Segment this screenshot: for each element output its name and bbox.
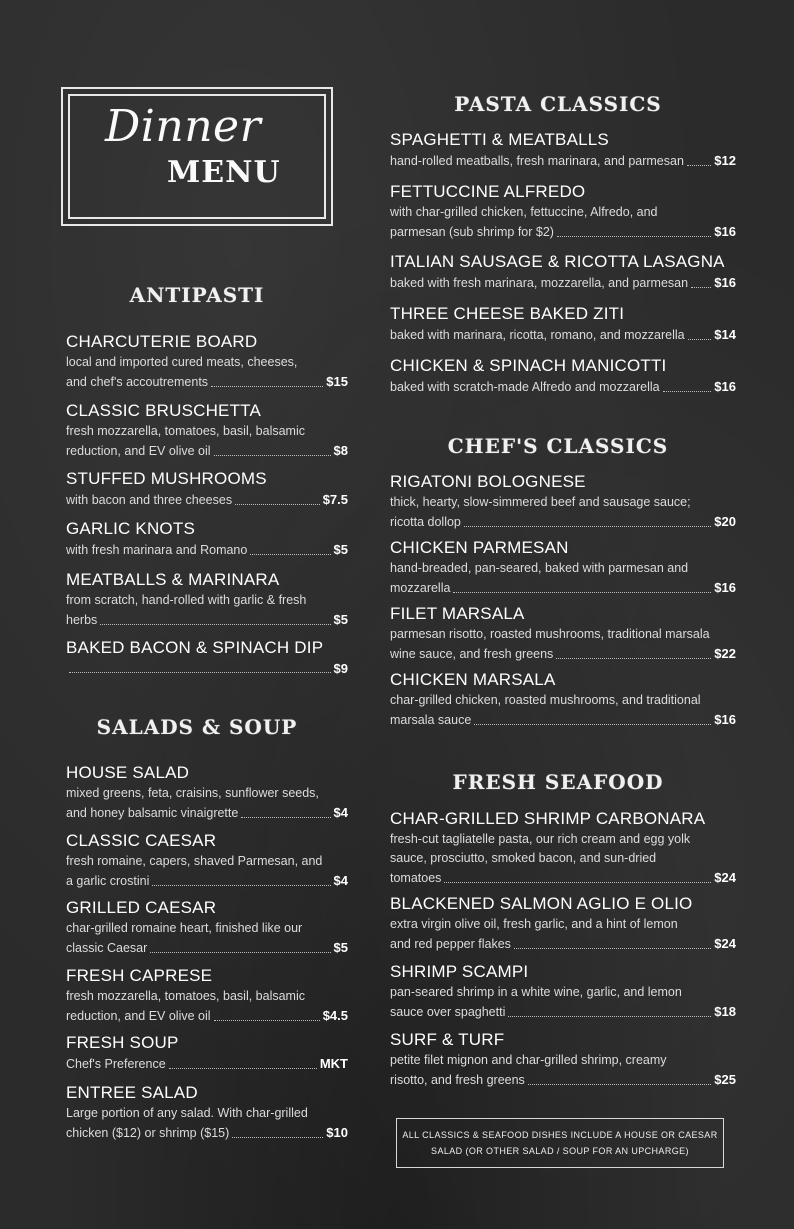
menu-item-price-line: [390, 222, 736, 242]
menu-item-description: [390, 559, 736, 598]
menu-item-description: [390, 915, 736, 954]
dot-leader: [211, 385, 323, 387]
menu-item: [390, 472, 736, 532]
menu-item-description-line: herbs: [66, 613, 98, 627]
section-title-antipasti: ANTIPASTI: [129, 283, 265, 307]
menu-item-description: [66, 1104, 348, 1143]
menu-item-description-line: petite filet mignon and char-grilled shrimp, creamy: [390, 1053, 667, 1067]
menu-item-price-line: [390, 512, 736, 532]
menu-item: [66, 1083, 348, 1143]
menu-item-price: MKT: [319, 1056, 348, 1071]
menu-item: [390, 962, 736, 1022]
dot-leader: [474, 723, 711, 725]
menu-item: [66, 401, 348, 461]
dot-leader: [508, 1015, 711, 1017]
dot-leader: [687, 164, 711, 166]
menu-item-description-line: baked with marinara, ricotta, romano, and mozzarella: [390, 328, 685, 342]
menu-item: [390, 604, 736, 664]
menu-item-price-line: [390, 710, 736, 730]
menu-item-name: BLACKENED SALMON AGLIO E OLIO: [390, 894, 693, 913]
dot-leader: [152, 884, 330, 886]
menu-item-description-line: classic Caesar: [66, 941, 148, 955]
menu-item-price-line: [66, 871, 348, 891]
menu-item-description-line: extra virgin olive oil, fresh garlic, and a hint of lemon: [390, 917, 678, 931]
note-line-1: ALL CLASSICS & SEAFOOD DISHES INCLUDE A HOUSE OR CAESAR: [402, 1130, 718, 1140]
menu-item: [390, 356, 736, 397]
section-title-seafood: FRESH SEAFOOD: [452, 770, 664, 794]
dot-leader: [169, 1067, 317, 1069]
menu-item-price: $20: [714, 514, 736, 529]
menu-item-description: [390, 203, 736, 242]
menu-item-description-line: tomatoes: [390, 871, 442, 885]
menu-item-price-line: [390, 151, 736, 171]
menu-item-price: $25: [714, 1072, 736, 1087]
dot-leader: [69, 671, 331, 673]
menu-item-price-line: [66, 938, 348, 958]
menu-item: [66, 332, 348, 392]
menu-item-name: CLASSIC CAESAR: [66, 831, 217, 850]
menu-item-price: $5: [333, 612, 348, 627]
menu-item-description-line: with fresh marinara and Romano: [66, 543, 248, 557]
menu-item-description-line: fresh mozzarella, tomatoes, basil, balsamic: [66, 424, 305, 438]
menu-item-name: FRESH SOUP: [66, 1033, 179, 1052]
menu-item: [66, 519, 348, 560]
menu-item-description-line: reduction, and EV olive oil: [66, 444, 211, 458]
menu-item-description-line: from scratch, hand-rolled with garlic & fresh: [66, 593, 307, 607]
menu-item-description-line: mixed greens, feta, craisins, sunflower seeds,: [66, 786, 319, 800]
menu-item-description-line: Large portion of any salad. With char-grilled: [66, 1106, 308, 1120]
menu-item-price: $16: [714, 580, 736, 595]
menu-item-description-line: fresh-cut tagliatelle pasta, our rich cream and egg yolk: [390, 832, 691, 846]
menu-item-description-line: pan-seared shrimp in a white wine, garlic, and lemon: [390, 985, 682, 999]
menu-item-name: SPAGHETTI & MEATBALLS: [390, 130, 609, 149]
menu-item-description: [390, 691, 736, 730]
menu-item-name: THREE CHEESE BAKED ZITI: [390, 304, 625, 323]
menu-item-description: [66, 919, 348, 958]
dot-leader: [100, 623, 330, 625]
menu-item-description-line: with bacon and three cheeses: [66, 493, 233, 507]
menu-item-description: [66, 422, 348, 461]
menu-item-price: $16: [714, 379, 736, 394]
menu-item-price: $15: [326, 374, 348, 389]
menu-item-price: $14: [714, 327, 736, 342]
menu-item-description: [390, 983, 736, 1022]
menu-item-price: $18: [714, 1004, 736, 1019]
menu-item: [390, 538, 736, 598]
menu-title-script: Dinner: [105, 101, 262, 152]
menu-item-description-line: and chef's accoutrements: [66, 375, 209, 389]
menu-item-description-line: parmesan risotto, roasted mushrooms, traditional marsala: [390, 627, 710, 641]
menu-item-description: [66, 852, 348, 891]
menu-item-price-line: [66, 1123, 348, 1143]
menu-item-description-line: Chef's Preference: [66, 1057, 166, 1071]
menu-item-description-line: marsala sauce: [390, 713, 472, 727]
dot-leader: [232, 1136, 323, 1138]
menu-item: [66, 1033, 348, 1074]
menu-item-price-line: [390, 273, 736, 293]
menu-item-description-line: parmesan (sub shrimp for $2): [390, 225, 554, 239]
menu-item-price: $4: [333, 873, 348, 888]
menu-item: [66, 469, 348, 510]
menu-item: [390, 130, 736, 171]
menu-item: [390, 894, 736, 954]
menu-item-description-line: with char-grilled chicken, fettuccine, Alfredo, and: [390, 205, 658, 219]
menu-item-description-line: char-grilled romaine heart, finished like our: [66, 921, 303, 935]
menu-item: [66, 831, 348, 891]
menu-item-name: RIGATONI BOLOGNESE: [390, 472, 586, 491]
menu-item-name: GARLIC KNOTS: [66, 519, 195, 538]
menu-item-name: MEATBALLS & MARINARA: [66, 570, 280, 589]
menu-item-description-line: reduction, and EV olive oil: [66, 1009, 211, 1023]
menu-item-name: FETTUCCINE ALFREDO: [390, 182, 586, 201]
menu-item-price: $8: [333, 443, 348, 458]
menu-item-description: [390, 625, 736, 664]
menu-item-description-line: char-grilled chicken, roasted mushrooms, and traditional: [390, 693, 701, 707]
menu-item-price-line: [390, 578, 736, 598]
menu-item-price: $16: [714, 712, 736, 727]
menu-item-description-line: hand-rolled meatballs, fresh marinara, and parmesan: [390, 154, 684, 168]
menu-item-price: $5: [333, 542, 348, 557]
menu-item-price: $16: [714, 224, 736, 239]
menu-item: [66, 570, 348, 630]
menu-item: [390, 809, 736, 888]
menu-item-description-line: wine sauce, and fresh greens: [390, 647, 554, 661]
menu-item-name: ENTREE SALAD: [66, 1083, 198, 1102]
menu-item-name: FILET MARSALA: [390, 604, 525, 623]
menu-item-price: $7.5: [322, 492, 348, 507]
menu-item-description-line: sauce, prosciutto, smoked bacon, and sun-dried: [390, 851, 657, 865]
menu-item-description: [390, 830, 736, 888]
menu-item-name: FRESH CAPRESE: [66, 966, 213, 985]
menu-item-description: [66, 987, 348, 1026]
menu-item-price-line: [66, 1006, 348, 1026]
menu-item-price: $12: [714, 153, 736, 168]
menu-item-price: $10: [326, 1125, 348, 1140]
menu-item-description: [390, 377, 736, 397]
menu-item: [390, 304, 736, 345]
dot-leader: [464, 525, 711, 527]
menu-item-description: [66, 490, 348, 510]
menu-item: [66, 763, 348, 823]
menu-item-description: [390, 1051, 736, 1090]
menu-item-description-line: sauce over spaghetti: [390, 1005, 506, 1019]
dot-leader: [688, 338, 712, 340]
dot-leader: [556, 657, 711, 659]
menu-item-description: [66, 591, 348, 630]
menu-item-name: CHAR-GRILLED SHRIMP CARBONARA: [390, 809, 706, 828]
menu-item-price: $22: [714, 646, 736, 661]
dot-leader: [663, 390, 712, 392]
menu-item-description: [390, 493, 736, 532]
included-salad-note: [396, 1118, 724, 1168]
menu-item-description: [66, 659, 348, 678]
dot-leader: [214, 1019, 320, 1021]
menu-item-name: STUFFED MUSHROOMS: [66, 469, 267, 488]
menu-item-description-line: baked with fresh marinara, mozzarella, and parmesan: [390, 276, 689, 290]
menu-item-price-line: [390, 868, 736, 888]
menu-item-price-line: [66, 1054, 348, 1074]
menu-item-description: [390, 325, 736, 345]
dot-leader: [444, 881, 711, 883]
menu-item-price: $4.5: [322, 1008, 348, 1023]
menu-item-price: $24: [714, 936, 736, 951]
menu-item-description: [66, 1054, 348, 1074]
dot-leader: [250, 553, 330, 555]
menu-item-description-line: chicken ($12) or shrimp ($15): [66, 1126, 230, 1140]
dot-leader: [235, 503, 320, 505]
menu-item-description-line: ricotta dollop: [390, 515, 461, 529]
menu-item-name: CHARCUTERIE BOARD: [66, 332, 258, 351]
menu-item-price-line: [66, 659, 348, 678]
dot-leader: [514, 947, 711, 949]
menu-item-price: $16: [714, 275, 736, 290]
menu-item-description-line: thick, hearty, slow-simmered beef and sausage sauce;: [390, 495, 691, 509]
menu-item-description-line: fresh romaine, capers, shaved Parmesan, and: [66, 854, 323, 868]
menu-item-description: [66, 784, 348, 823]
menu-item-price-line: [390, 325, 736, 345]
menu-item-price-line: [390, 1070, 736, 1090]
menu-item-price-line: [66, 372, 348, 392]
menu-item-price-line: [390, 644, 736, 664]
menu-item-description-line: mozzarella: [390, 581, 451, 595]
dot-leader: [453, 591, 711, 593]
section-title-salads: SALADS & SOUP: [96, 715, 298, 739]
menu-item-description: [66, 540, 348, 560]
menu-item-name: CLASSIC BRUSCHETTA: [66, 401, 262, 420]
section-title-chefs: CHEF'S CLASSICS: [447, 434, 669, 458]
menu-item-price: $9: [333, 661, 348, 676]
menu-item-price-line: [66, 490, 348, 510]
dot-leader: [241, 816, 330, 818]
menu-item-description-line: and honey balsamic vinaigrette: [66, 806, 239, 820]
menu-item-name: SHRIMP SCAMPI: [390, 962, 529, 981]
menu-item-price-line: [66, 803, 348, 823]
menu-item-description-line: and red pepper flakes: [390, 937, 511, 951]
dot-leader: [528, 1083, 712, 1085]
menu-item-price: $24: [714, 870, 736, 885]
menu-item-name: ITALIAN SAUSAGE & RICOTTA LASAGNA: [390, 252, 725, 271]
menu-item-price-line: [390, 1002, 736, 1022]
section-title-pasta: PASTA CLASSICS: [454, 92, 662, 116]
note-line-2: SALAD (OR OTHER SALAD / SOUP FOR AN UPCHARGE): [431, 1146, 689, 1156]
menu-item: [390, 182, 736, 242]
dot-leader: [214, 454, 331, 456]
menu-item-description: [66, 353, 348, 392]
menu-item-price: $5: [333, 940, 348, 955]
menu-item-description-line: local and imported cured meats, cheeses,: [66, 355, 298, 369]
menu-item-price-line: [390, 934, 736, 954]
menu-item-name: HOUSE SALAD: [66, 763, 190, 782]
menu-item: [66, 898, 348, 958]
menu-item: [66, 638, 348, 678]
menu-item-name: GRILLED CAESAR: [66, 898, 217, 917]
menu-item-description: [390, 273, 736, 293]
menu-item: [390, 252, 736, 293]
menu-item-description-line: risotto, and fresh greens: [390, 1073, 525, 1087]
menu-item-price-line: [66, 610, 348, 630]
menu-item-description-line: a garlic crostini: [66, 874, 150, 888]
menu-item-name: CHICKEN MARSALA: [390, 670, 556, 689]
dot-leader: [557, 235, 711, 237]
menu-item-price-line: [66, 540, 348, 560]
dot-leader: [691, 286, 711, 288]
menu-item: [390, 1030, 736, 1090]
menu-item-name: CHICKEN PARMESAN: [390, 538, 569, 557]
menu-item-name: SURF & TURF: [390, 1030, 505, 1049]
menu-item-name: CHICKEN & SPINACH MANICOTTI: [390, 356, 667, 375]
menu-item-description: [390, 151, 736, 171]
menu-item-price-line: [390, 377, 736, 397]
menu-item-description-line: baked with scratch-made Alfredo and mozzarella: [390, 380, 660, 394]
menu-item: [66, 966, 348, 1026]
menu-item-price: $4: [333, 805, 348, 820]
menu-item-description-line: fresh mozzarella, tomatoes, basil, balsamic: [66, 989, 305, 1003]
menu-item-name: BAKED BACON & SPINACH DIP: [66, 638, 324, 657]
menu-item: [390, 670, 736, 730]
menu-title-frame: [61, 87, 333, 226]
dot-leader: [150, 951, 330, 953]
menu-item-price-line: [66, 441, 348, 461]
menu-item-description-line: hand-breaded, pan-seared, baked with parmesan and: [390, 561, 689, 575]
menu-title-word: MENU: [167, 155, 281, 190]
